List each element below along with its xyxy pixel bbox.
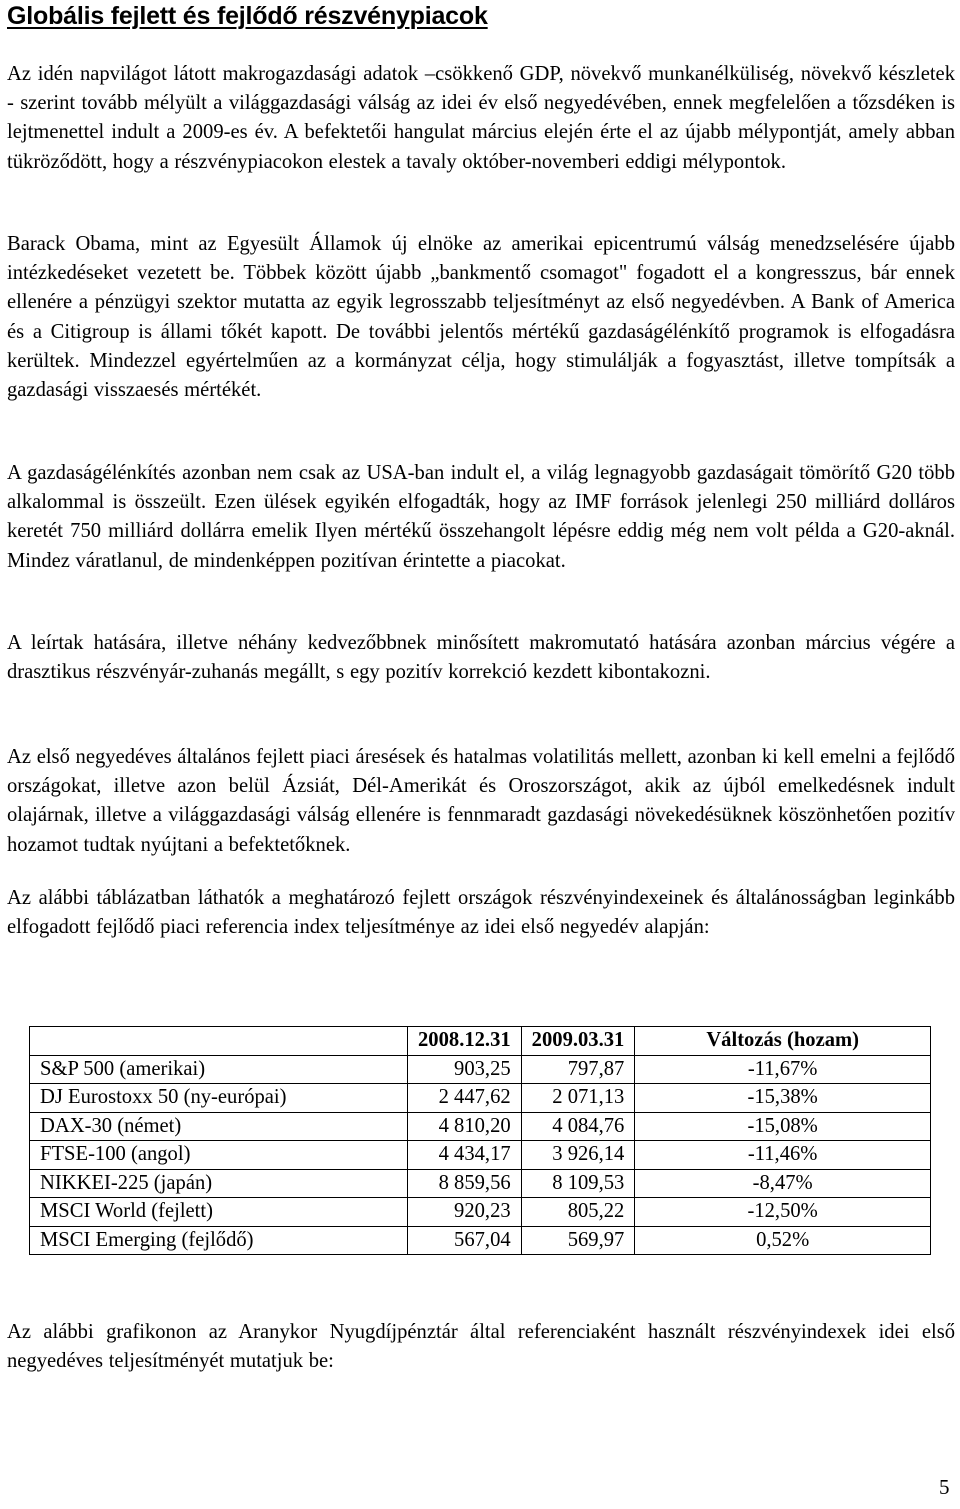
paragraph-emerging: Az első negyedéves általános fejlett piaci áresések és hatalmas volatilitás mellett, azonban ki kell emelni a fejlődő országokat, illetve azon belül Ázsiát, Dél-Amerikát és Oroszországot, akik az újból emelkedésnek indult olajárnak, illetve a világgazdasági válság ellenére is fennmaradt gazdasági növekedésüknek köszönhetően pozitív hozamot tudtak nyújtani a befektetőknek.	[7, 746, 955, 856]
table-header-cell	[30, 1027, 408, 1056]
value-end-cell: 2 071,13	[521, 1084, 635, 1113]
page-number: 5	[939, 1475, 950, 1499]
change-cell: -15,38%	[635, 1084, 931, 1113]
value-start-cell: 4 434,17	[408, 1141, 522, 1170]
paragraph-obama: Barack Obama, mint az Egyesült Államok új elnöke az amerikai epicentrumú válság menedzselésére újabb intézkedéseket vezetett be. Többek között újabb „bankmentő csomagot" fogadott el a kongresszus, bár ennek ellenére a pénzügyi szektor mutatta az egyik legrosszabb teljesítményt az első negyedévben. A Bank of America és a Citigroup is állami tőkét kapott. De további jelentős mértékű gazdaságélénkítő programok is elfogadásra kerültek. Mindezzel egyértelműen az a kormányzat célja, hogy stimulálják a fogyasztást, illetve tompítsák a gazdasági visszaesés mértékét.	[7, 233, 955, 402]
table-header-cell: 2009.03.31	[521, 1027, 635, 1056]
index-name-cell: NIKKEI-225 (japán)	[30, 1169, 408, 1198]
table-row	[30, 1169, 931, 1198]
value-start-cell: 920,23	[408, 1198, 522, 1227]
table-row	[30, 1141, 931, 1170]
index-performance-table	[29, 1026, 931, 1255]
table-header-row	[30, 1027, 931, 1056]
index-name-cell: FTSE-100 (angol)	[30, 1141, 408, 1170]
value-start-cell: 4 810,20	[408, 1112, 522, 1141]
table-header-cell: 2008.12.31	[408, 1027, 522, 1056]
value-end-cell: 805,22	[521, 1198, 635, 1227]
change-cell: 0,52%	[635, 1226, 931, 1255]
table-header-cell: Változás (hozam)	[635, 1027, 931, 1056]
value-end-cell: 4 084,76	[521, 1112, 635, 1141]
value-end-cell: 8 109,53	[521, 1169, 635, 1198]
index-name-cell: MSCI World (fejlett)	[30, 1198, 408, 1227]
table-row	[30, 1055, 931, 1084]
table-row	[30, 1226, 931, 1255]
value-start-cell: 903,25	[408, 1055, 522, 1084]
table-row	[30, 1112, 931, 1141]
paragraph-table-intro: Az alábbi táblázatban láthatók a meghatározó fejlett országok részvényindexeinek és általánosságban leginkább elfogadott fejlődő piaci referencia index teljesítménye az idei első negyedév alapján:	[7, 887, 955, 939]
change-cell: -11,46%	[635, 1141, 931, 1170]
paragraph-g20: A gazdaságélénkítés azonban nem csak az USA-ban indult el, a világ legnagyobb gazdaságait tömörítő G20 több alkalommal is összeült. Ezen ülések egyikén elfogadták, hogy az IMF források jelenlegi 250 milliárd dolláros keretét 750 milliárd dollárra emelik Ilyen mértékű összehangolt lépésre eddig még nem volt példa a G20-aknál. Mindez váratlanul, de mindenképpen pozitívan érintette a piacokat.	[7, 462, 955, 572]
index-name-cell: DAX-30 (német)	[30, 1112, 408, 1141]
change-cell: -8,47%	[635, 1169, 931, 1198]
index-name-cell: S&P 500 (amerikai)	[30, 1055, 408, 1084]
value-start-cell: 2 447,62	[408, 1084, 522, 1113]
change-cell: -11,67%	[635, 1055, 931, 1084]
paragraph-macro-data: Az idén napvilágot látott makrogazdasági adatok –csökkenő GDP, növekvő munkanélküliség, növekvő készletek - szerint tovább mélyült a világgazdasági válság az idei év első negyedévében, ennek megfelelően a tőzsdéken is lejtmenettel indult a 2009-es év. A befektetői hangulat március elején érte el az újabb mélypontját, amely abban tükröződött, hogy a részvénypiacokon elestek a tavaly október-novemberi eddigi mélypontok.	[7, 63, 955, 173]
value-start-cell: 8 859,56	[408, 1169, 522, 1198]
value-end-cell: 569,97	[521, 1226, 635, 1255]
table-row	[30, 1084, 931, 1113]
value-end-cell: 797,87	[521, 1055, 635, 1084]
paragraph-correction: A leírtak hatására, illetve néhány kedvezőbbnek minősített makromutató hatására azonban március végére a drasztikus részvényár-zuhanás megállt, s egy pozitív korrekció kezdett kibontakozni.	[7, 632, 955, 684]
change-cell: -15,08%	[635, 1112, 931, 1141]
table-row	[30, 1198, 931, 1227]
paragraph-chart-intro: Az alábbi grafikonon az Aranykor Nyugdíjpénztár által referenciaként használt részvényindexek idei első negyedéves teljesítményét mutatjuk be:	[7, 1321, 955, 1373]
change-cell: -12,50%	[635, 1198, 931, 1227]
page-title: Globális fejlett és fejlődő részvénypiacok	[7, 2, 488, 30]
value-start-cell: 567,04	[408, 1226, 522, 1255]
value-end-cell: 3 926,14	[521, 1141, 635, 1170]
index-name-cell: DJ Eurostoxx 50 (ny-európai)	[30, 1084, 408, 1113]
index-name-cell: MSCI Emerging (fejlődő)	[30, 1226, 408, 1255]
